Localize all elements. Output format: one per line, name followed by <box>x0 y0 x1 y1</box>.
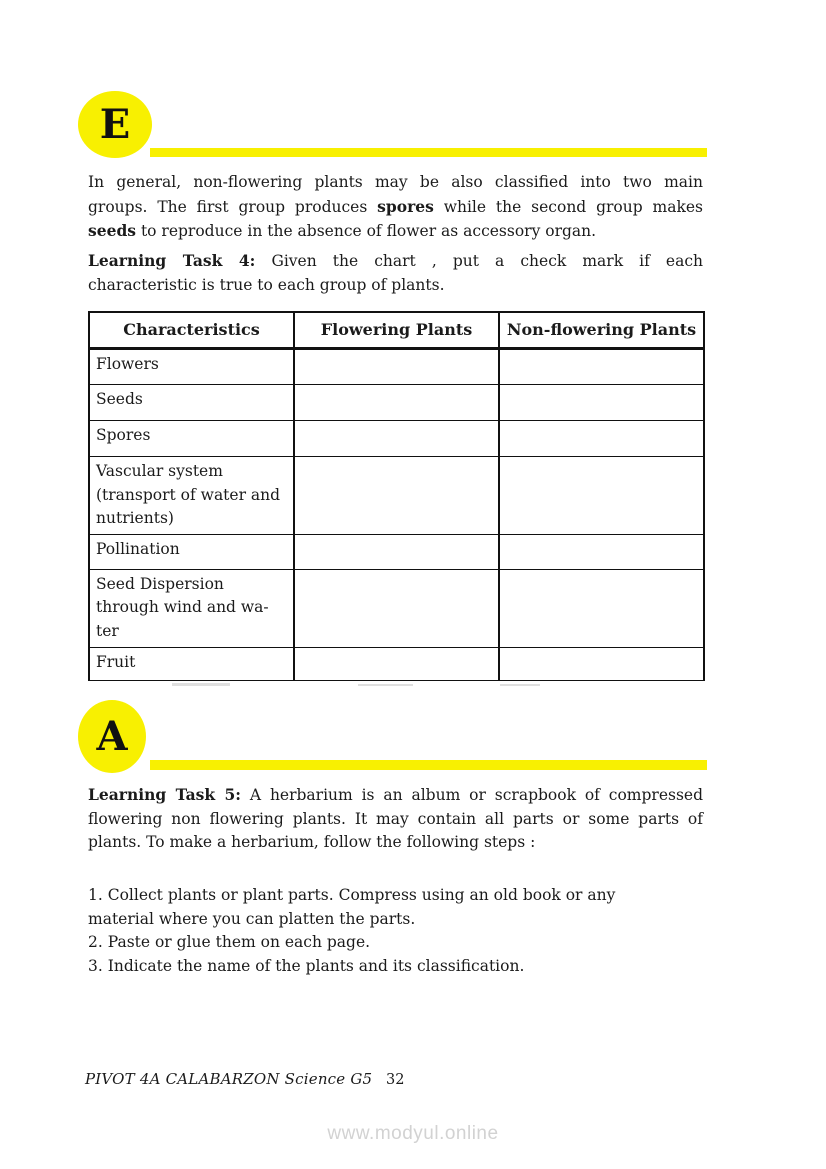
table-row-flowers <box>89 349 704 385</box>
scan-artifact <box>358 684 413 686</box>
answer-cell-non-flowering <box>499 421 704 457</box>
characteristic-cell <box>89 534 294 569</box>
intro-line-1-text: In general, non-flowering plants may be also classified into two main <box>88 173 703 191</box>
answer-cell-flowering <box>294 385 499 421</box>
table-row-seeds <box>89 385 704 421</box>
characteristic-text-line: nutrients) <box>96 509 174 527</box>
answer-cell-flowering <box>294 569 499 647</box>
table-header-row <box>89 312 704 349</box>
task4-label: Learning Task 4: <box>88 251 256 270</box>
task5-line-3 <box>88 831 703 855</box>
table-row-pollination <box>89 534 704 569</box>
step-line-3: 3. Indicate the name of the plants and its classification. <box>88 956 525 975</box>
task5-line-1 <box>88 783 703 808</box>
task5-line-2 <box>88 808 703 832</box>
task4-line-2-text: characteristic is true to each group of plants. <box>88 275 445 294</box>
table-row-seed-dispersion <box>89 569 704 647</box>
footer-module-title: PIVOT 4A CALABARZON Science G5 <box>85 1070 373 1088</box>
characteristic-cell <box>89 569 294 647</box>
characteristics-table <box>88 311 705 681</box>
intro-line-2 <box>88 195 703 220</box>
answer-cell-flowering <box>294 421 499 457</box>
intro-bold-seeds: seeds <box>88 221 137 240</box>
characteristic-text-line: (transport of water and <box>96 485 281 504</box>
table-row-vascular-system <box>89 457 704 535</box>
scan-artifact <box>172 683 230 686</box>
characteristic-text-line: through wind and wa- <box>96 598 269 616</box>
intro-line-3-text: to reproduce in the absence of flower as accessory organ. <box>136 222 597 240</box>
characteristic-text-line: ter <box>96 621 119 640</box>
answer-cell-non-flowering <box>499 349 704 385</box>
task5-paragraph <box>88 783 703 855</box>
task4-line-2 <box>88 274 703 298</box>
task5-line-1-text: A herbarium is an album or scrapbook of compressed <box>241 786 704 804</box>
characteristic-text-line: Seed Dispersion <box>96 574 224 593</box>
characteristic-cell <box>89 647 294 680</box>
characteristic-text-line: Vascular system <box>96 462 223 480</box>
task5-line-3-text: plants. To make a herbarium, follow the following steps : <box>88 833 536 851</box>
section-a-rule <box>150 760 707 770</box>
characteristic-cell <box>89 421 294 457</box>
answer-cell-flowering <box>294 647 499 680</box>
step-line-2: 2. Paste or glue them on each page. <box>88 933 371 951</box>
intro-line-1 <box>88 171 703 195</box>
section-e-badge <box>78 91 152 158</box>
characteristic-text: Seeds <box>96 390 143 408</box>
scan-artifact <box>500 684 540 686</box>
answer-cell-non-flowering <box>499 385 704 421</box>
answer-cell-non-flowering <box>499 534 704 569</box>
intro-line-3 <box>88 219 703 244</box>
characteristic-text: Pollination <box>96 539 180 558</box>
answer-cell-flowering <box>294 349 499 385</box>
characteristic-cell <box>89 457 294 535</box>
task4-line-1-text: Given the chart , put a check mark if each <box>255 252 704 270</box>
step-line-1: 1. Collect plants or plant parts. Compress using an old book or any <box>88 886 616 904</box>
task5-label: Learning Task 5: <box>88 785 241 804</box>
task5-line-2-text: flowering non flowering plants. It may contain all parts or some parts of <box>88 809 703 828</box>
header-non-flowering-plants: Non-flowering Plants <box>499 312 704 349</box>
section-a-badge <box>78 700 146 773</box>
table-row-fruit <box>89 647 704 680</box>
intro-line-2-text-after: while the second group makes <box>433 197 703 216</box>
answer-cell-non-flowering <box>499 647 704 680</box>
answer-cell-flowering <box>294 534 499 569</box>
characteristic-cell <box>89 349 294 385</box>
answer-cell-non-flowering <box>499 569 704 647</box>
characteristic-text: Flowers <box>96 355 159 373</box>
task4-line-1 <box>88 249 703 274</box>
characteristic-cell <box>89 385 294 421</box>
answer-cell-flowering <box>294 457 499 535</box>
section-a-letter: A <box>96 713 128 760</box>
intro-paragraph <box>88 171 703 244</box>
step-line-1-cont: material where you can platten the parts. <box>88 909 416 928</box>
task4-paragraph <box>88 249 703 297</box>
characteristic-text: Fruit <box>96 652 136 671</box>
section-e-rule <box>150 148 707 157</box>
answer-cell-non-flowering <box>499 457 704 535</box>
watermark-text: www.modyul.online <box>327 1123 499 1144</box>
page-number: 32 <box>386 1072 405 1088</box>
section-e-letter: E <box>99 101 131 148</box>
table-row-spores <box>89 421 704 457</box>
intro-bold-spores: spores <box>377 196 434 216</box>
header-flowering-plants: Flowering Plants <box>294 312 499 349</box>
intro-line-2-text: groups. The first group produces <box>88 197 378 216</box>
header-characteristics: Characteristics <box>89 312 294 349</box>
characteristic-text: Spores <box>96 426 151 444</box>
herbarium-steps-list <box>88 884 703 978</box>
